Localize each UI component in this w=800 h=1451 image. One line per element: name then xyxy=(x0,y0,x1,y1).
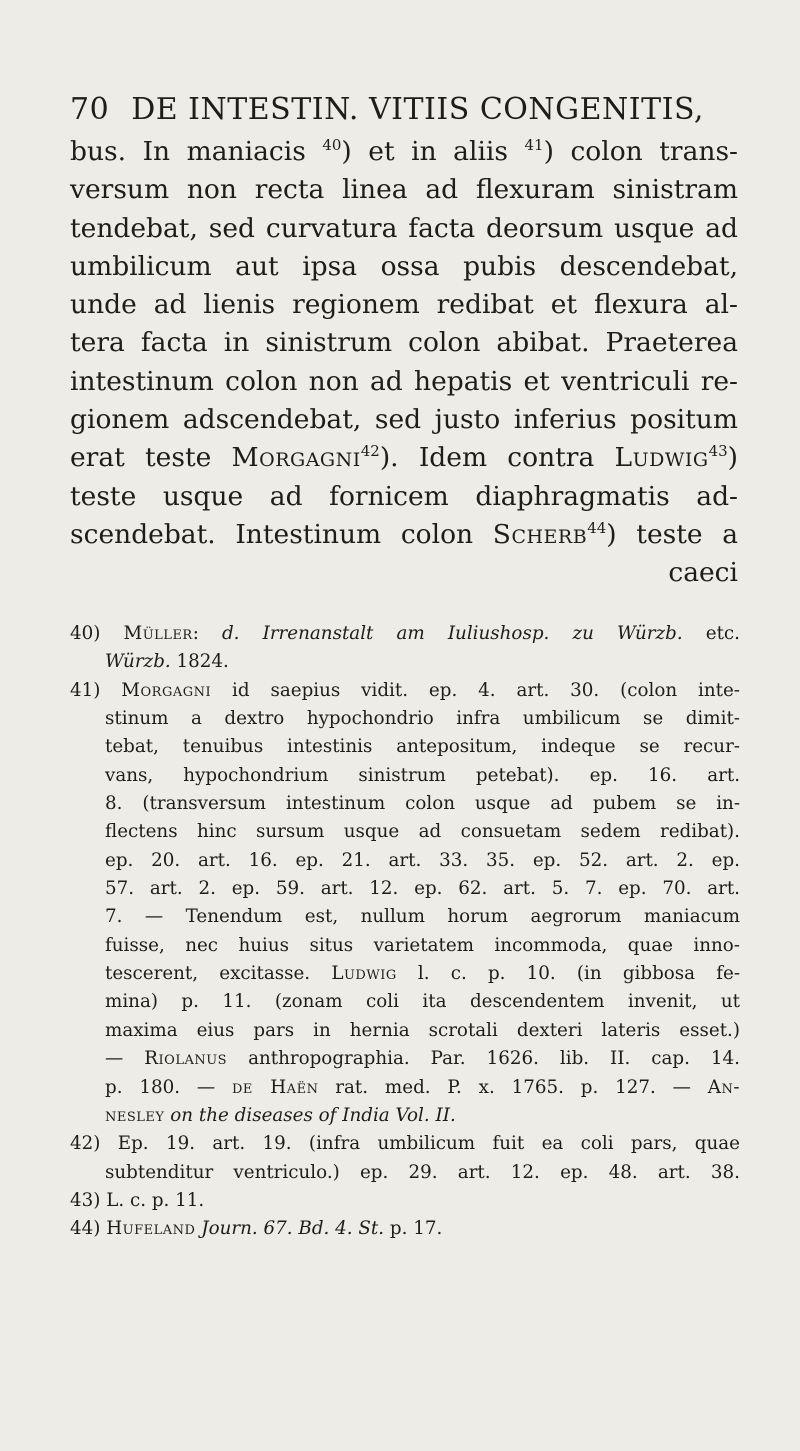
footnotes xyxy=(70,620,740,1244)
author-name: Morgagni xyxy=(231,442,361,474)
footnote-ref: 43 xyxy=(708,442,728,461)
text-line: tendebat, sed curvatura facta deorsum usque ad xyxy=(70,212,738,244)
running-title: DE INTESTIN. VITIIS CONGENITIS, xyxy=(131,92,704,127)
footnote-40: 40) Müller: d. Irrenanstalt am Iuliushosp. zu Würzb. etc. xyxy=(70,623,740,644)
footnote-ref: 41 xyxy=(524,136,544,155)
text-line: scendebat. Intestinum colon Scherb$^{44}$) teste a xyxy=(70,518,739,550)
footnote-41-cont: 8. (transversum intestinum colon usque ad pubem se in- xyxy=(105,793,740,815)
footnote-41-cont: vans, hypochondrium sinistrum petebat). ep. 16. art. xyxy=(105,764,740,786)
page-number: 70 xyxy=(70,92,110,127)
text-line: teste usque ad fornicem diaphragmatis ad- xyxy=(70,480,738,512)
footnote-42: 42) Ep. 19. art. 19. (infra umbilicum fuit ea coli pars, quae xyxy=(70,1133,740,1155)
footnote-43: 43) L. c. p. 11. xyxy=(70,1189,205,1211)
author-name: Ludwig xyxy=(614,442,709,474)
footnote-41-cont: maxima eius pars in hernia scrotali dexteri lateris esset.) xyxy=(105,1019,740,1041)
author-name: Scherb xyxy=(492,518,588,550)
footnote-ref: 42 xyxy=(360,442,380,461)
footnote-40-cont: Würzb. 1824. xyxy=(105,651,229,673)
footnote-44: 44) Hufeland Journ. 67. Bd. 4. St. p. 17. xyxy=(70,1218,443,1240)
footnote-41-cont: tebat, tenuibus intestinis antepositum, indeque se recur- xyxy=(105,736,740,758)
running-header xyxy=(70,92,740,127)
catchword: caeci xyxy=(668,557,738,589)
footnote-41-cont: mina) p. 11. (zonam coli ita descendentem invenit, ut xyxy=(105,991,740,1013)
footnote-41-cont: p. 180. — de Haën rat. med. P. x. 1765. p. 127. — An- xyxy=(105,1076,741,1098)
footnote-41-cont: 7. — Tenendum est, nullum horum aegrorum maniacum xyxy=(105,906,740,928)
text-line: erat teste Morgagni$^{42}$). Idem contra Ludwig$^{43}$) xyxy=(70,442,738,474)
footnote-42-cont: subtenditur ventriculo.) ep. 29. art. 12. ep. 48. art. 38. xyxy=(105,1161,740,1183)
footnote-41-cont: flectens hinc sursum usque ad consuetam sedem redibat). xyxy=(105,821,740,843)
footnote-41-cont: 57. art. 2. ep. 59. art. 12. ep. 62. art. 5. 7. ep. 70. art. xyxy=(105,878,740,900)
text-line: unde ad lienis regionem redibat et flexura al- xyxy=(70,289,738,321)
text-line: umbilicum aut ipsa ossa pubis descendebat, xyxy=(70,250,738,282)
text-line: gionem adscendebat, sed justo inferius positum xyxy=(70,404,738,436)
main-text xyxy=(70,133,738,593)
footnote-41: 41) Morgagni id saepius vidit. ep. 4. art. 30. (colon inte- xyxy=(70,679,740,701)
footnote-ref: 40 xyxy=(322,136,342,155)
footnote-41-cont: — Riolanus anthropographia. Par. 1626. lib. II. cap. 14. xyxy=(105,1048,740,1070)
text-line: versum non recta linea ad flexuram sinistram xyxy=(70,174,738,206)
footnote-ref: 44 xyxy=(587,519,607,538)
text-line: intestinum colon non ad hepatis et ventriculi re- xyxy=(70,365,738,397)
text-line: bus. In maniacis $^{40}$) et in aliis $^{41}$) colon trans- xyxy=(70,136,739,167)
footnote-41-cont: ep. 20. art. 16. ep. 21. art. 33. 35. ep. 52. art. 2. ep. xyxy=(105,849,740,871)
footnote-41-cont: tescerent, excitasse. Ludwig l. c. p. 10. (in gibbosa fe- xyxy=(105,963,740,985)
footnote-41-cont: fuisse, nec huius situs varietatem incommoda, quae inno- xyxy=(105,934,740,956)
footnote-41-cont: stinum a dextro hypochondrio infra umbilicum se dimit- xyxy=(105,708,740,730)
text-line: tera facta in sinistrum colon abibat. Praeterea xyxy=(70,327,738,359)
footnote-41-cont: nesley on the diseases of India Vol. II. xyxy=(105,1104,456,1126)
